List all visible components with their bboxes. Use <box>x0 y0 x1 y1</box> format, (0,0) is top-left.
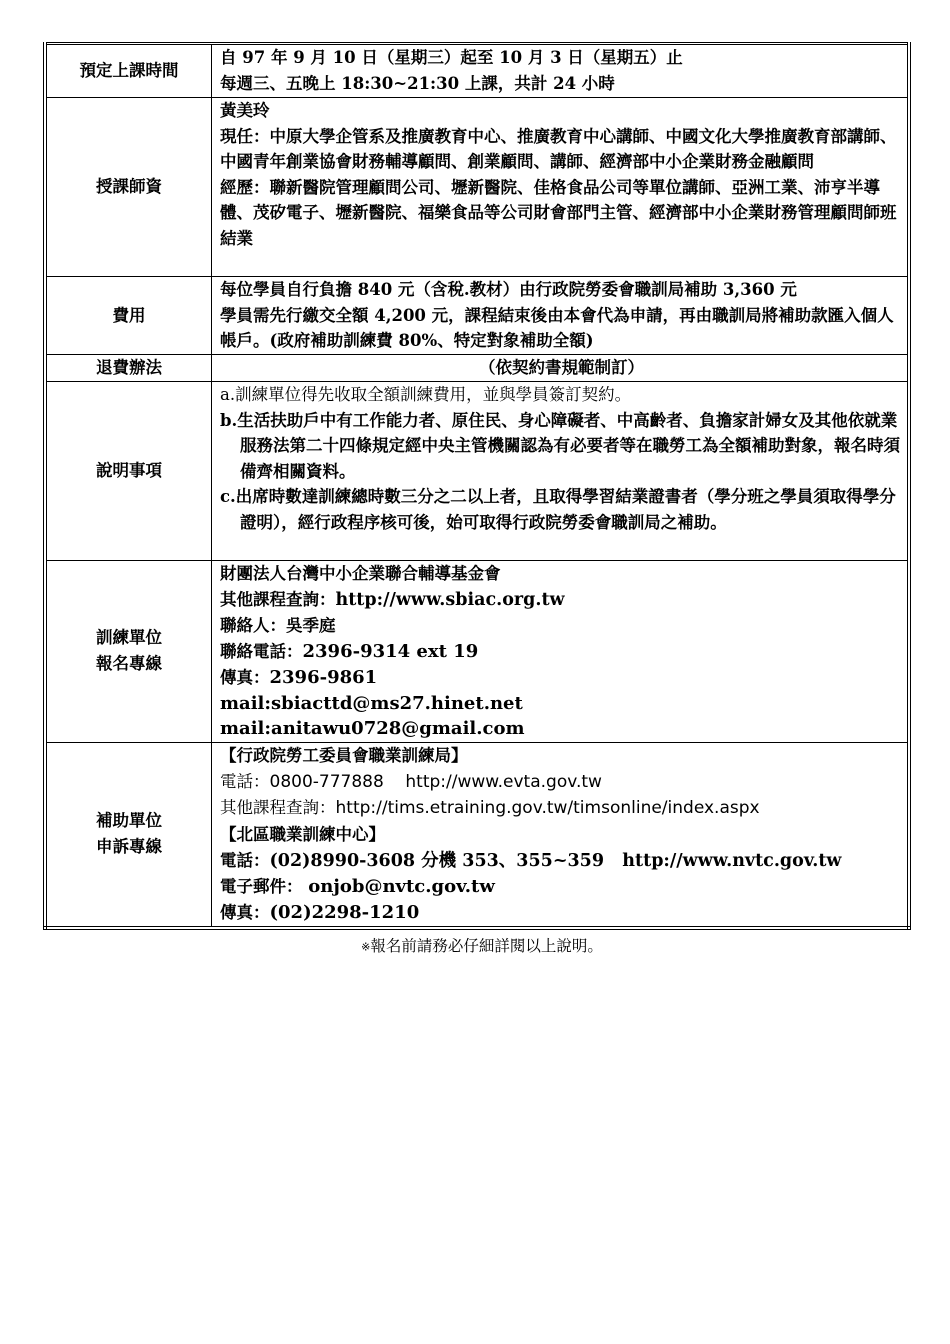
training-phone-label: 聯絡電話： <box>220 642 303 662</box>
course-info-document <box>43 42 911 956</box>
training-unit-label-line-2: 報名專線 <box>96 654 162 674</box>
center-phone-label: 電話： <box>220 850 270 870</box>
notes-row <box>45 382 909 561</box>
refund-row <box>45 355 909 382</box>
bureau-phone[interactable]: 0800-777888 http://www.evta.gov.tw <box>269 771 602 792</box>
training-website-line <box>220 587 903 614</box>
footnote <box>43 934 911 956</box>
training-org-name: 財團法人台灣中小企業聯合輔導基金會 <box>220 564 501 583</box>
fee-content <box>212 277 910 355</box>
schedule-label: 預定上課時間 <box>45 44 212 98</box>
center-phone-line <box>220 848 903 875</box>
instructor-row <box>45 98 909 277</box>
fee-label: 費用 <box>45 277 212 355</box>
training-email-2[interactable]: mail:anitawu0728@gmail.com <box>220 718 525 740</box>
course-info-table <box>43 42 911 930</box>
subsidy-unit-label <box>45 742 212 927</box>
center-fax-line <box>220 900 903 926</box>
center-fax: (02)2298-1210 <box>269 902 420 924</box>
training-fax-line <box>220 665 903 691</box>
notes-content <box>212 382 910 561</box>
training-website-label: 其他課程查詢： <box>220 589 336 609</box>
footnote-text: 報名前請務必仔細詳閱以上說明。 <box>370 936 603 955</box>
schedule-line-2: 每週三、五晚上 18:30~21:30 上課，共計 24 小時 <box>220 73 615 93</box>
bureau-courses-link[interactable]: http://tims.etraining.gov.tw/timsonline/index.aspx <box>335 798 760 819</box>
training-unit-label-line-1: 訓練單位 <box>96 628 162 648</box>
refund-content: （依契約書規範制訂） <box>212 355 910 382</box>
subsidy-unit-row <box>45 742 909 927</box>
training-fax-label: 傳真： <box>220 667 270 687</box>
center-phone[interactable]: (02)8990-3608 分機 353、355~359 http://www.nvtc.gov.tw <box>269 850 842 871</box>
notes-label: 說明事項 <box>45 382 212 561</box>
fee-line-1: 每位學員自行負擔 840 元（含稅.教材）由行政院勞委會職訓局補助 3,360 元 <box>220 280 797 299</box>
instructor-current: 現任：中原大學企管系及推廣教育中心、推廣教育中心講師、中國文化大學推廣教育部講師、中國青年創業協會財務輔導顧問、創業顧問、講師、經濟部中小企業財務金融顧問 <box>220 126 897 171</box>
note-b: b.生活扶助戶中有工作能力者、原住民、身心障礙者、中高齡者、負擔家計婦女及其他依就業服務法第二十四條規定經中央主管機關認為有必要者等在職勞工為全額補助對象，報名時須備齊相關資料。 <box>220 410 900 481</box>
schedule-content <box>212 44 910 98</box>
schedule-row <box>45 44 909 98</box>
subsidy-unit-label-line-2: 申訴專線 <box>96 837 162 857</box>
bureau-name: 【行政院勞工委員會職業訓練局】 <box>220 745 468 765</box>
center-name: 【北區職業訓練中心】 <box>220 825 385 845</box>
center-fax-label: 傳真： <box>220 903 270 923</box>
reference-mark-icon: ※ <box>361 940 371 954</box>
subsidy-unit-label-line-1: 補助單位 <box>96 811 162 831</box>
training-website-link[interactable]: http://www.sbiac.org.tw <box>335 589 565 610</box>
training-phone-line <box>220 639 903 665</box>
subsidy-unit-content <box>212 742 910 927</box>
training-unit-content <box>212 561 910 743</box>
training-contact-person: 聯絡人：吳季庭 <box>220 616 336 636</box>
center-email-line <box>220 874 903 900</box>
schedule-line-1: 自 97 年 9 月 10 日（星期三）起至 10 月 3 日（星期五）止 <box>220 48 683 67</box>
bureau-phone-label: 電話： <box>220 771 270 791</box>
training-email-1[interactable]: mail:sbiacttd@ms27.hinet.net <box>220 692 523 714</box>
center-email-label: 電子郵件： <box>220 877 303 897</box>
instructor-content <box>212 98 910 277</box>
center-email[interactable]: onjob@nvtc.gov.tw <box>308 876 495 898</box>
instructor-experience: 經歷：聯新醫院管理顧問公司、壢新醫院、佳格食品公司等單位講師、亞洲工業、沛亨半導體、茂矽電子、壢新醫院、福樂食品等公司財會部門主管、經濟部中小企業財務管理顧問師班結業 <box>220 177 897 248</box>
refund-label: 退費辦法 <box>45 355 212 382</box>
training-phone: 2396-9314 ext 19 <box>302 641 479 663</box>
fee-line-2: 學員需先行繳交全額 4,200 元，課程結束後由本會代為申請，再由職訓局將補助款匯入個人帳戶。(政府補助訓練費 80%、特定對象補助全額) <box>220 305 894 350</box>
instructor-name: 黃美玲 <box>220 101 270 120</box>
fee-row <box>45 277 909 355</box>
note-a: a.訓練單位得先收取全額訓練費用，並與學員簽訂契約。 <box>220 385 632 404</box>
bureau-courses-line <box>220 795 903 822</box>
bureau-courses-label: 其他課程查詢： <box>220 798 336 818</box>
instructor-label: 授課師資 <box>45 98 212 277</box>
training-unit-label <box>45 561 212 743</box>
note-c: c.出席時數達訓練總時數三分之二以上者，且取得學習結業證書者（學分班之學員須取得學分證明），經行政程序核可後，始可取得行政院勞委會職訓局之補助。 <box>220 487 896 532</box>
bureau-phone-line <box>220 769 903 796</box>
training-fax: 2396-9861 <box>269 666 378 688</box>
training-unit-row <box>45 561 909 743</box>
